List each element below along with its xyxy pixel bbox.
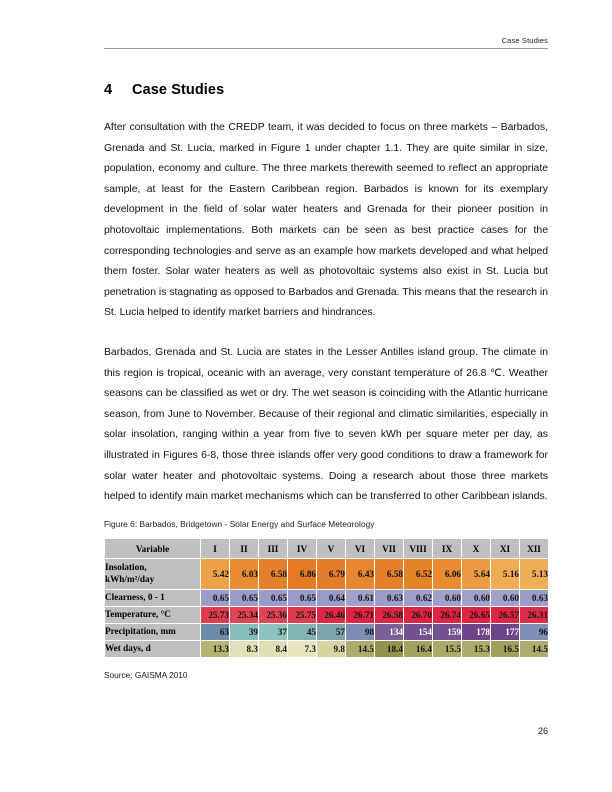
table-cell: 154 [404, 624, 433, 641]
table-cell: 63 [201, 624, 230, 641]
header-divider [104, 48, 548, 49]
paragraph-1: After consultation with the CREDP team, it was decided to focus on three markets – Barbados, Grenada and St. Lucia, marked in Figure 1 under chapter 1.1. They are quite similar in size, population, economy and culture. The three markets therewith seemed to reflect an appropriate sample, at least for the Eastern Caribbean region. Barbados is known for its exemplary development in the field of solar water heaters and Grenada for their pioneer position in photovoltaic implementations. Both markets can be seen as best practice cases for the corresponding technologies and serve as an example how markets developed and what helped them foster. Solar water heaters as well as photovoltaic systems also exist in St. Lucia but penetration is stagnating as opposed to Barbados and Grenada. This means that the research in St. Lucia helped to identify market barriers and hindrances. [104, 122, 548, 319]
column-header-month: XII [520, 539, 549, 559]
table-cell: 5.16 [491, 559, 520, 590]
table-cell: 26.58 [375, 607, 404, 624]
meteorology-table-wrapper [104, 538, 548, 658]
table-cell: 26.70 [404, 607, 433, 624]
table-cell: 0.60 [433, 590, 462, 607]
paragraph-2: Barbados, Grenada and St. Lucia are states in the Lesser Antilles island group. The climate in this region is tropical, oceanic with an average, very constant temperature of 26.8 ℃. Weather seasons can be classified as wet or dry. The wet season is coinciding with the Atlantic hurricane season, from June to November. Because of their regional and climatic similarities, especially in solar insolation, ranging within a year from five to seven kWh per square meter per day, as illustrated in Figures 6-8, those three islands offer very good conditions to draw a framework for solar water heater and photovoltaic systems. Doing a research about those three markets helped to identify main market mechanisms which can be transferred to other Caribbean islands. [104, 347, 548, 503]
table-cell: 159 [433, 624, 462, 641]
table-row [105, 607, 549, 624]
table-cell: 98 [346, 624, 375, 641]
table-cell: 8.3 [230, 641, 259, 658]
table-cell: 5.64 [462, 559, 491, 590]
table-cell: 26.71 [346, 607, 375, 624]
table-header-row [105, 539, 549, 559]
table-cell: 7.3 [288, 641, 317, 658]
table-cell: 16.5 [491, 641, 520, 658]
table-cell: 5.42 [201, 559, 230, 590]
table-cell: 177 [491, 624, 520, 641]
meteorology-table [104, 538, 549, 658]
row-label: Temperature, °C [105, 607, 201, 624]
table-cell: 6.58 [375, 559, 404, 590]
table-cell: 26.57 [491, 607, 520, 624]
table-cell: 0.65 [288, 590, 317, 607]
table-cell: 0.61 [346, 590, 375, 607]
table-cell: 134 [375, 624, 404, 641]
table-cell: 0.65 [230, 590, 259, 607]
table-cell: 18.4 [375, 641, 404, 658]
table-cell: 15.3 [462, 641, 491, 658]
table-cell: 26.65 [462, 607, 491, 624]
table-cell: 37 [259, 624, 288, 641]
running-header [104, 36, 548, 49]
row-label-line-1: Insolation, [105, 562, 147, 573]
row-label-line-2: kWh/m²/day [105, 574, 155, 584]
table-cell: 96 [520, 624, 549, 641]
table-cell: 25.34 [230, 607, 259, 624]
column-header-month: V [317, 539, 346, 559]
column-header-month: IV [288, 539, 317, 559]
column-header-month: I [201, 539, 230, 559]
table-cell: 13.3 [201, 641, 230, 658]
table-row [105, 641, 549, 658]
table-cell: 0.64 [317, 590, 346, 607]
table-cell: 0.60 [462, 590, 491, 607]
column-header-month: VI [346, 539, 375, 559]
table-cell: 25.75 [288, 607, 317, 624]
column-header-month: III [259, 539, 288, 559]
column-header-variable: Variable [105, 539, 201, 559]
table-cell: 6.86 [288, 559, 317, 590]
table-cell: 16.4 [404, 641, 433, 658]
table-cell: 178 [462, 624, 491, 641]
table-cell: 14.5 [520, 641, 549, 658]
table-cell: 0.63 [520, 590, 549, 607]
column-header-month: IX [433, 539, 462, 559]
table-cell: 26.74 [433, 607, 462, 624]
table-cell: 0.62 [404, 590, 433, 607]
table-cell: 39 [230, 624, 259, 641]
column-header-month: XI [491, 539, 520, 559]
table-cell: 26.46 [317, 607, 346, 624]
figure-source: Source: GAISMA 2010 [104, 670, 188, 680]
table-cell: 8.4 [259, 641, 288, 658]
column-header-month: VII [375, 539, 404, 559]
row-label: Precipitation, mm [105, 624, 201, 641]
table-cell: 25.36 [259, 607, 288, 624]
table-cell: 0.63 [375, 590, 404, 607]
table-cell: 45 [288, 624, 317, 641]
table-cell: 14.5 [346, 641, 375, 658]
column-header-month: X [462, 539, 491, 559]
table-cell: 6.58 [259, 559, 288, 590]
page-title [104, 82, 548, 98]
row-label: Wet days, d [105, 641, 201, 658]
table-cell: 0.60 [491, 590, 520, 607]
table-cell: 15.5 [433, 641, 462, 658]
figure-caption: Figure 6: Barbados, Bridgetown - Solar Energy and Surface Meteorology [104, 519, 375, 529]
table-cell: 57 [317, 624, 346, 641]
table-cell: 25.73 [201, 607, 230, 624]
chapter-number: 4 [104, 82, 113, 98]
column-header-month: VIII [404, 539, 433, 559]
table-cell: 5.13 [520, 559, 549, 590]
table-cell: 26.31 [520, 607, 549, 624]
page-number: 26 [537, 726, 548, 736]
row-label: Clearness, 0 - 1 [105, 590, 201, 607]
table-cell: 6.52 [404, 559, 433, 590]
row-label [105, 559, 201, 590]
table-cell: 0.65 [259, 590, 288, 607]
table-row [105, 624, 549, 641]
table-cell: 6.43 [346, 559, 375, 590]
table-row [105, 590, 549, 607]
table-cell: 6.79 [317, 559, 346, 590]
table-cell: 9.8 [317, 641, 346, 658]
table-cell: 6.03 [230, 559, 259, 590]
chapter-title: Case Studies [132, 82, 225, 98]
table-cell: 6.06 [433, 559, 462, 590]
running-header-title: Case Studies [501, 36, 548, 45]
table-row [105, 559, 549, 590]
table-cell: 0.65 [201, 590, 230, 607]
column-header-month: II [230, 539, 259, 559]
